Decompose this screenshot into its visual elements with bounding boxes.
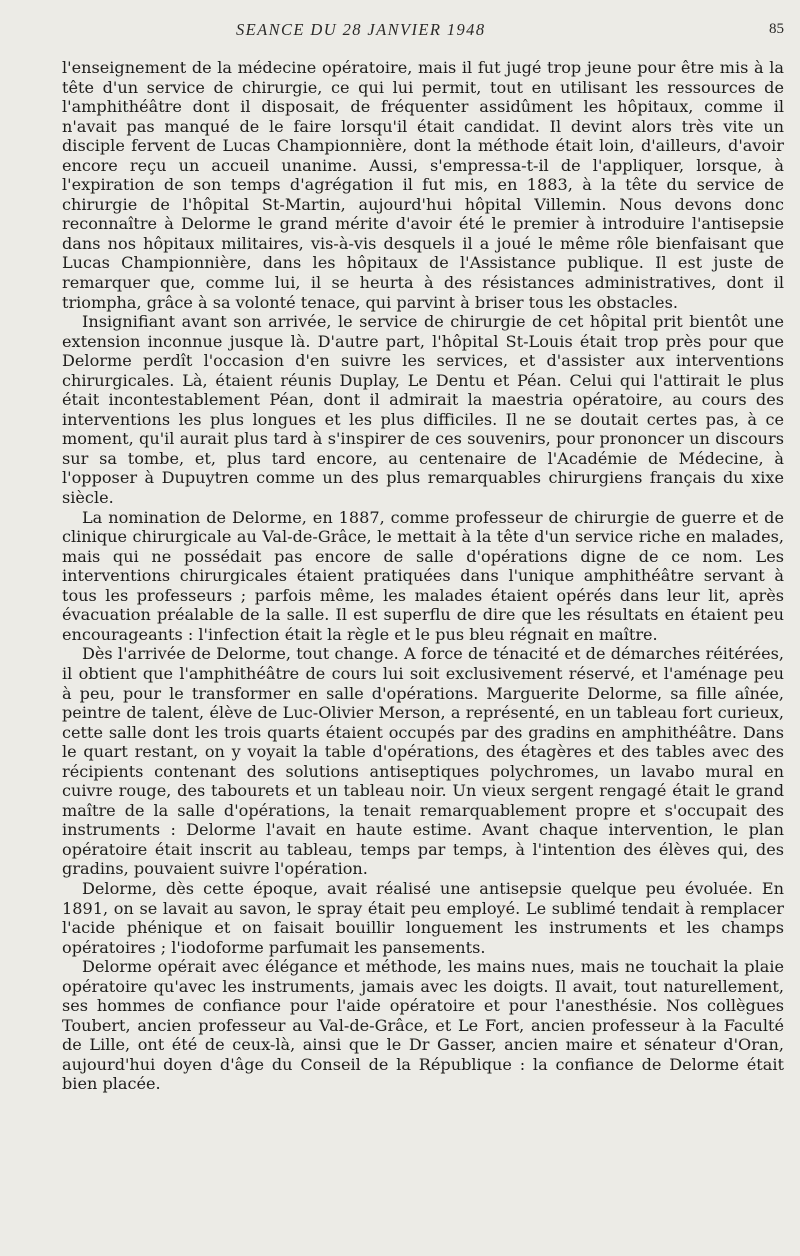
running-head: SEANCE DU 28 JANVIER 1948 <box>236 20 486 39</box>
paragraph: Dès l'arrivée de Delorme, tout change. A force de ténacité et de démarches réitérées, il obtient que l'amphithéâtre de cours lui soit exclusivement réservé, et l'aménage peu à peu, pour le transformer en salle d'opérations. Marguerite Delorme, sa fille aînée, peintre de talent, élève de Luc-Olivier Merson, a représenté, en un tableau fort curieux, cette salle dont les trois quarts étaient occupés par des gradins en amphithéâtre. Dans le quart restant, on y voyait la table d'opérations, des étagères et des tables avec des récipients contenant des solutions antiseptiques polychromes, un lavabo mural en cuivre rouge, des tabourets et un tableau noir. Un vieux sergent rengagé était le grand maître de la salle d'opérations, la tenait remarquablement propre et s'occupait des instruments : Delorme l'avait en haute estime. Avant chaque intervention, le plan opératoire était inscrit au tableau, temps par temps, à l'intention des élèves qui, des gradins, pouvaient suivre l'opération. <box>62 644 784 879</box>
paragraph: La nomination de Delorme, en 1887, comme professeur de chirurgie de guerre et de clinique chirurgicale au Val-de-Grâce, le mettait à la tête d'un service riche en malades, mais qui ne possédait pas encore de salle d'opérations digne de ce nom. Les interventions chirurgicales étaient pratiquées dans l'unique amphithéâtre servant à tous les professeurs ; parfois même, les malades étaient opérés dans leur lit, après évacuation préalable de la salle. Il est superflu de dire que les résultats en étaient peu encourageants : l'infection était la règle et le pus bleu régnait en maître. <box>62 507 784 644</box>
body-text <box>62 58 784 1094</box>
page-header <box>62 20 784 44</box>
paragraph: Delorme opérait avec élégance et méthode, les mains nues, mais ne touchait la plaie opératoire qu'avec les instruments, jamais avec les doigts. Il avait, tout naturellement, ses hommes de confiance pour l'aide opératoire et pour l'anesthésie. Nos collègues Toubert, ancien professeur au Val-de-Grâce, et Le Fort, ancien professeur à la Faculté de Lille, ont été de ceux-là, ainsi que le Dr Gasser, ancien maire et sénateur d'Oran, aujourd'hui doyen d'âge du Conseil de la République : la confiance de Delorme était bien placée. <box>62 957 784 1094</box>
paragraph: l'enseignement de la médecine opératoire, mais il fut jugé trop jeune pour être mis à la tête d'un service de chirurgie, ce qui lui permit, tout en utilisant les ressources de l'amphithéâtre dont il disposait, de fréquenter assidûment les hôpitaux, comme il n'avait pas manqué de le faire lorsqu'il était candidat. Il devint alors très vite un disciple fervent de Lucas Championnière, dont la méthode était loin, d'ailleurs, d'avoir encore reçu un accueil unanime. Aussi, s'empressa-t-il de l'appliquer, lorsque, à l'expiration de son temps d'agrégation il fut mis, en 1883, à la tête du service de chirurgie de l'hôpital St-Martin, aujourd'hui hôpital Villemin. Nous devons donc reconnaître à Delorme le grand mérite d'avoir été le premier à introduire l'antisepsie dans nos hôpitaux militaires, vis-à-vis desquels il a joué le même rôle bienfaisant que Lucas Championnière, dans les hôpitaux de l'Assistance publique. Il est juste de remarquer que, comme lui, il se heurta à des résistances administratives, dont il triompha, grâce à sa volonté tenace, qui parvint à briser tous les obstacles. <box>62 58 784 312</box>
page-number: 85 <box>769 21 784 37</box>
paragraph: Insignifiant avant son arrivée, le service de chirurgie de cet hôpital prit bientôt une extension inconnue jusque là. D'autre part, l'hôpital St-Louis était trop près pour que Delorme perdît l'occasion d'en suivre les services, et d'assister aux interventions chirurgicales. Là, étaient réunis Duplay, Le Dentu et Péan. Celui qui l'attirait le plus était incontestablement Péan, dont il admirait la maestria opératoire, au cours des interventions les plus longues et les plus difficiles. Il ne se doutait certes pas, à ce moment, qu'il aurait plus tard à s'inspirer de ces souvenirs, pour prononcer un discours sur sa tombe, et, plus tard encore, au centenaire de l'Académie de Médecine, à l'opposer à Dupuytren comme un des plus remarquables chirurgiens français du xixe siècle. <box>62 312 784 508</box>
paragraph: Delorme, dès cette époque, avait réalisé une antisepsie quelque peu évoluée. En 1891, on se lavait au savon, le spray était peu employé. Le sublimé tendait à remplacer l'acide phénique et on faisait bouillir longuement les instruments et les champs opératoires ; l'iodoforme parfumait les pansements. <box>62 878 784 957</box>
